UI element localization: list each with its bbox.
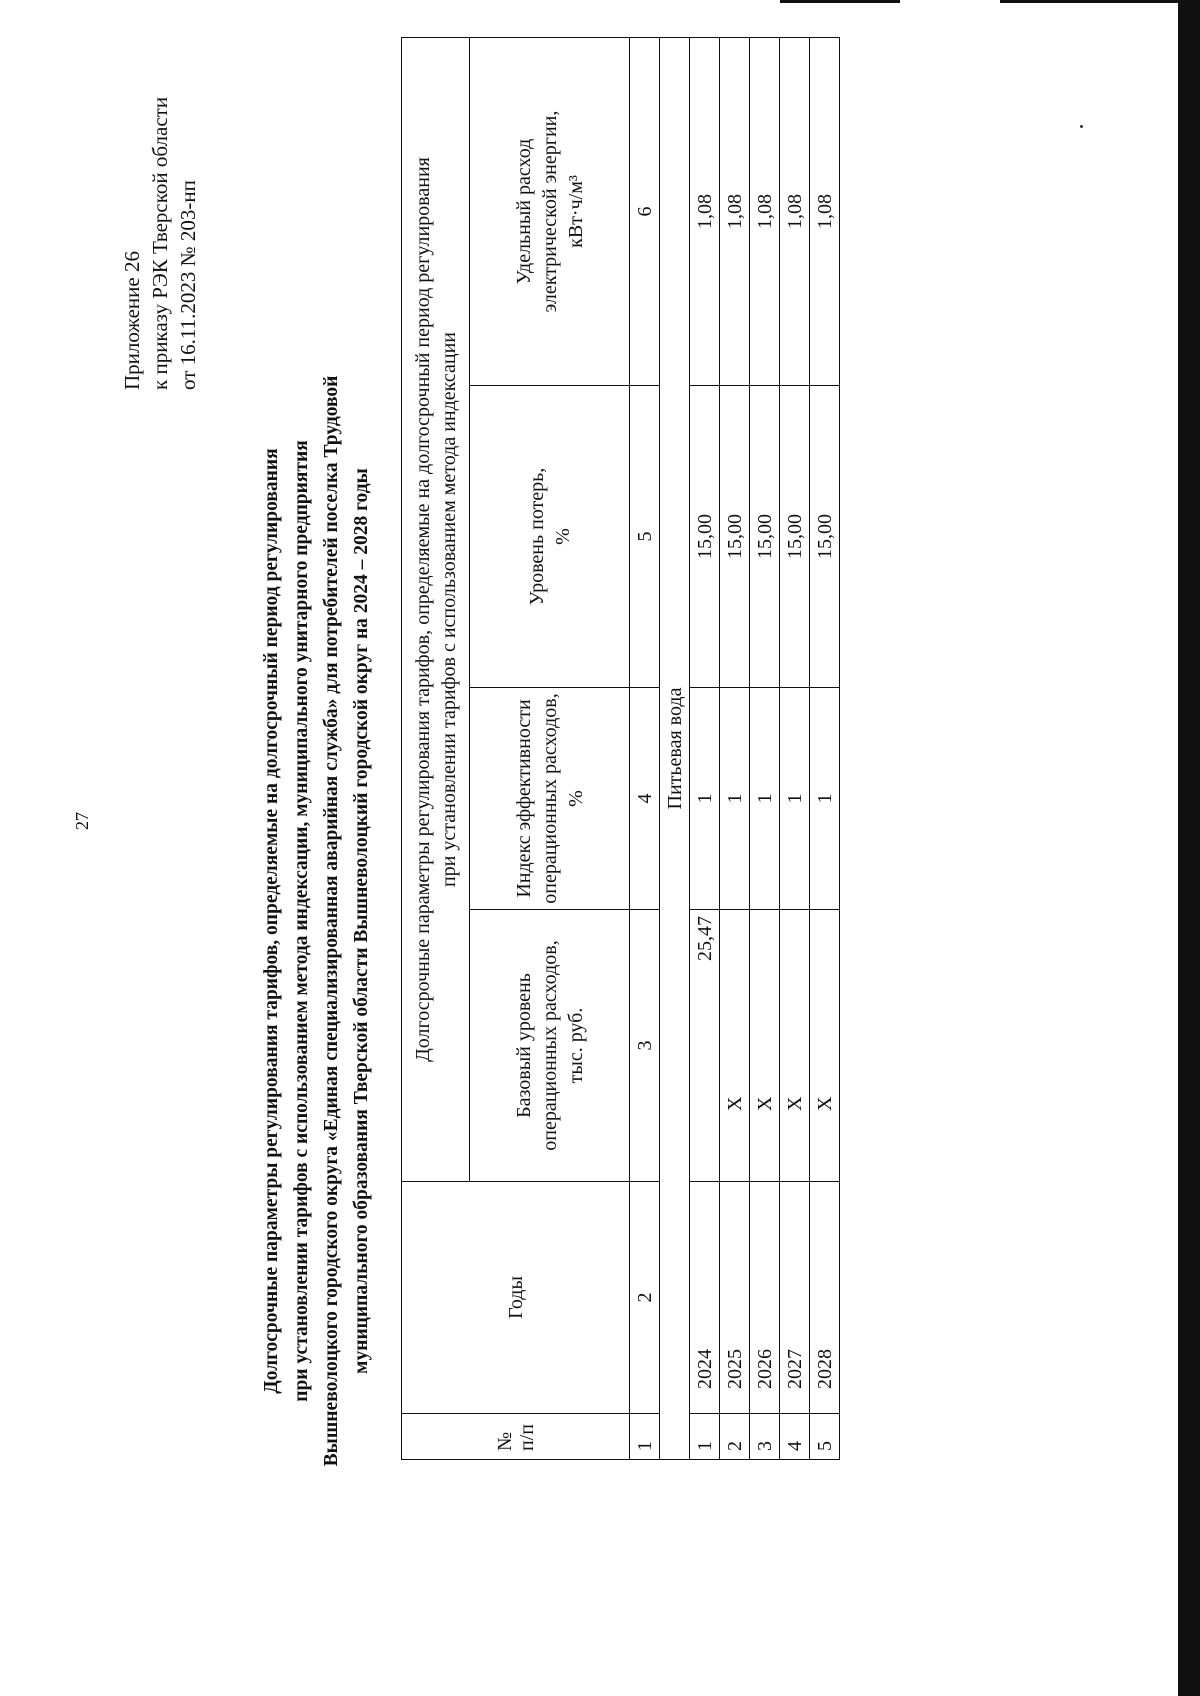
header-energy-line-1: Удельный расход bbox=[512, 138, 535, 285]
header-efficiency-line-2: операционных расходов, bbox=[538, 693, 561, 904]
column-index-cell: 6 bbox=[630, 38, 660, 386]
row-number: 3 bbox=[750, 1414, 780, 1460]
row-loss-level: 15,00 bbox=[780, 386, 810, 688]
row-efficiency-index: 1 bbox=[720, 688, 750, 910]
header-energy-line-2: электрической энергии, bbox=[538, 110, 561, 313]
page-number: 27 bbox=[72, 812, 92, 830]
table-row bbox=[720, 38, 750, 1460]
row-efficiency-index: 1 bbox=[780, 688, 810, 910]
column-index-cell: 4 bbox=[630, 688, 660, 910]
header-row-group bbox=[402, 38, 470, 1460]
header-group-line-1: Долгосрочные параметры регулирования тарифов, определяемые на долгосрочный период регулирования bbox=[411, 157, 434, 1062]
row-year: 2024 bbox=[690, 1182, 720, 1414]
header-number-line-1: № bbox=[493, 1431, 516, 1451]
header-base-opex bbox=[470, 910, 630, 1182]
header-energy-consumption bbox=[470, 38, 630, 386]
table-row bbox=[690, 38, 720, 1460]
row-efficiency-index: 1 bbox=[750, 688, 780, 910]
section-row bbox=[660, 38, 690, 1460]
header-number-line-2: п/п bbox=[515, 1424, 538, 1451]
row-year: 2028 bbox=[810, 1182, 840, 1414]
row-efficiency-index: 1 bbox=[690, 688, 720, 910]
row-energy-consumption: 1,08 bbox=[810, 38, 840, 386]
header-group bbox=[402, 38, 470, 1182]
header-group-line-2: при установлении тарифов с использованием метода индексации bbox=[437, 332, 460, 888]
header-energy-line-3: кВт·ч/м³ bbox=[564, 175, 587, 248]
column-index-row bbox=[630, 38, 660, 1460]
header-loss-level bbox=[470, 386, 630, 688]
header-loss-line-2: % bbox=[551, 528, 574, 545]
table-row bbox=[750, 38, 780, 1460]
table-row bbox=[810, 38, 840, 1460]
table-row bbox=[780, 38, 810, 1460]
section-drinking-water: Питьевая вода bbox=[660, 38, 690, 1460]
row-base-opex: Х bbox=[780, 910, 810, 1182]
row-energy-consumption: 1,08 bbox=[750, 38, 780, 386]
row-loss-level: 15,00 bbox=[720, 386, 750, 688]
title-line-4: муниципального образования Тверской области Вышневолоцкий городской округ на 2024 – 2028 годы bbox=[351, 468, 372, 1374]
header-efficiency-line-1: Индекс эффективности bbox=[512, 699, 535, 898]
document-title bbox=[257, 276, 377, 1566]
column-index-cell: 5 bbox=[630, 386, 660, 688]
row-efficiency-index: 1 bbox=[810, 688, 840, 910]
header-base-opex-line-3: тыс. руб. bbox=[564, 1007, 587, 1084]
row-energy-consumption: 1,08 bbox=[780, 38, 810, 386]
appendix-line-2: к приказу РЭК Тверской области bbox=[148, 96, 172, 390]
parameters-table bbox=[401, 37, 840, 1460]
row-number: 1 bbox=[690, 1414, 720, 1460]
row-energy-consumption: 1,08 bbox=[690, 38, 720, 386]
row-base-opex: 25,47 bbox=[690, 910, 720, 1182]
header-efficiency-line-3: % bbox=[564, 790, 587, 807]
column-index-cell: 1 bbox=[630, 1414, 660, 1460]
row-number: 5 bbox=[810, 1414, 840, 1460]
header-number bbox=[402, 1414, 630, 1460]
row-base-opex: Х bbox=[810, 910, 840, 1182]
title-line-3: Вышневолоцкого городского округа «Единая специализированная аварийная служба» для потребителей поселка Трудовой bbox=[321, 375, 342, 1467]
row-year: 2026 bbox=[750, 1182, 780, 1414]
row-base-opex: Х bbox=[720, 910, 750, 1182]
header-loss-line-1: Уровень потерь, bbox=[525, 467, 548, 606]
header-base-opex-line-2: операционных расходов, bbox=[538, 940, 561, 1151]
title-line-1: Долгосрочные параметры регулирования тарифов, определяемые на долгосрочный период регулирования bbox=[261, 448, 282, 1394]
title-line-2: при установлении тарифов с использованием метода индексации, муниципального унитарного предприятия bbox=[291, 440, 312, 1402]
appendix-line-3: от 16.11.2023 № 203-нп bbox=[176, 180, 200, 390]
row-year: 2027 bbox=[780, 1182, 810, 1414]
row-base-opex: Х bbox=[750, 910, 780, 1182]
column-index-cell: 2 bbox=[630, 1182, 660, 1414]
row-number: 4 bbox=[780, 1414, 810, 1460]
appendix-line-1: Приложение 26 bbox=[120, 251, 144, 390]
row-loss-level: 15,00 bbox=[750, 386, 780, 688]
header-base-opex-line-1: Базовый уровень bbox=[512, 973, 535, 1118]
appendix-block bbox=[118, 97, 202, 390]
row-number: 2 bbox=[720, 1414, 750, 1460]
row-year: 2025 bbox=[720, 1182, 750, 1414]
header-years: Годы bbox=[402, 1182, 630, 1414]
header-efficiency-index bbox=[470, 688, 630, 910]
row-loss-level: 15,00 bbox=[810, 386, 840, 688]
column-index-cell: 3 bbox=[630, 910, 660, 1182]
row-energy-consumption: 1,08 bbox=[720, 38, 750, 386]
row-loss-level: 15,00 bbox=[690, 386, 720, 688]
